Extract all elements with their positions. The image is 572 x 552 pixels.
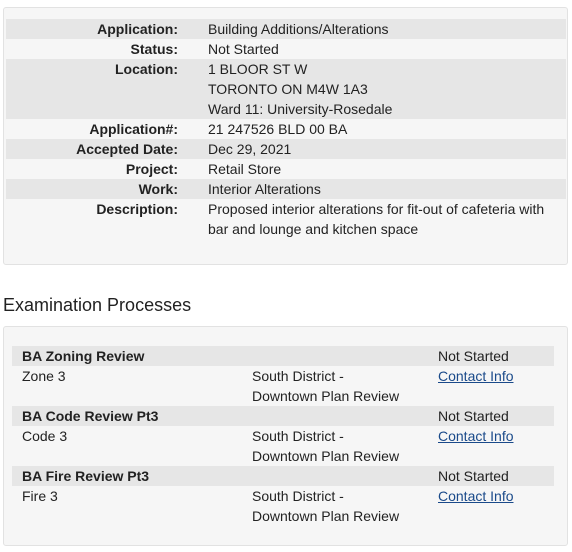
detail-value <box>208 39 566 59</box>
examination-processes-heading: Examination Processes <box>3 295 192 315</box>
detail-label: Application: <box>6 19 178 39</box>
detail-value <box>208 199 566 239</box>
detail-label: Location: <box>6 59 178 119</box>
detail-value <box>208 59 566 119</box>
detail-label: Application#: <box>89 121 178 137</box>
district-line: Downtown Plan Review <box>252 448 400 464</box>
district-line: South District - <box>252 488 344 504</box>
process-district <box>252 366 438 406</box>
process-status: Not Started <box>438 466 554 486</box>
process-status: Not Started <box>438 346 554 366</box>
detail-label: Status: <box>130 41 178 57</box>
work-value: Interior Alterations <box>208 181 321 197</box>
detail-row-description <box>6 199 566 239</box>
detail-row-application-number <box>6 119 566 139</box>
detail-value <box>208 139 566 159</box>
process-district <box>252 426 438 466</box>
detail-label: Description: <box>96 201 178 217</box>
process-header-row <box>12 346 554 366</box>
detail-label: Accepted Date: <box>6 139 178 159</box>
district-line: South District - <box>252 428 344 444</box>
process-name: BA Code Review Pt3 <box>12 406 252 426</box>
description-line: bar and lounge and kitchen space <box>208 221 419 237</box>
detail-row-work <box>6 179 566 199</box>
district-line: South District - <box>252 368 344 384</box>
process-name: BA Zoning Review <box>12 346 252 366</box>
accepted-date-value: Dec 29, 2021 <box>208 141 292 157</box>
location-street: 1 BLOOR ST W <box>208 61 308 77</box>
detail-row-status <box>6 39 566 59</box>
detail-row-application <box>6 19 566 39</box>
application-details-table <box>6 19 566 239</box>
detail-row-location <box>6 59 566 119</box>
detail-value <box>208 179 566 199</box>
district-line: Downtown Plan Review <box>252 388 400 404</box>
process-detail-row <box>12 366 554 406</box>
contact-info-link[interactable]: Contact Info <box>438 488 514 504</box>
detail-value <box>208 159 566 179</box>
process-district <box>252 486 438 526</box>
contact-info-link[interactable]: Contact Info <box>438 428 514 444</box>
application-number-value: 21 247526 BLD 00 BA <box>208 121 348 137</box>
process-examiner: Code 3 <box>22 428 68 444</box>
location-ward: Ward 11: University-Rosedale <box>208 101 393 117</box>
process-detail-row <box>12 426 554 466</box>
project-value: Retail Store <box>208 161 282 177</box>
process-name: BA Fire Review Pt3 <box>12 466 252 486</box>
process-header-row <box>12 406 554 426</box>
contact-info-link[interactable]: Contact Info <box>438 368 514 384</box>
location-city: TORONTO ON M4W 1A3 <box>208 81 368 97</box>
detail-value <box>208 19 566 39</box>
detail-label: Project: <box>125 161 178 177</box>
process-examiner: Zone 3 <box>22 368 66 384</box>
process-examiner: Fire 3 <box>22 488 58 504</box>
examination-processes-table <box>12 346 554 526</box>
process-header-row <box>12 466 554 486</box>
status-value: Not Started <box>208 41 279 57</box>
district-line: Downtown Plan Review <box>252 508 400 524</box>
detail-row-accepted-date <box>6 139 566 159</box>
detail-label: Work: <box>6 179 178 199</box>
detail-row-project <box>6 159 566 179</box>
application-type-value: Building Additions/Alterations <box>208 21 389 37</box>
process-status: Not Started <box>438 406 554 426</box>
description-line: Proposed interior alterations for fit-out of cafeteria with <box>208 201 545 217</box>
detail-value <box>208 119 566 139</box>
process-detail-row <box>12 486 554 526</box>
